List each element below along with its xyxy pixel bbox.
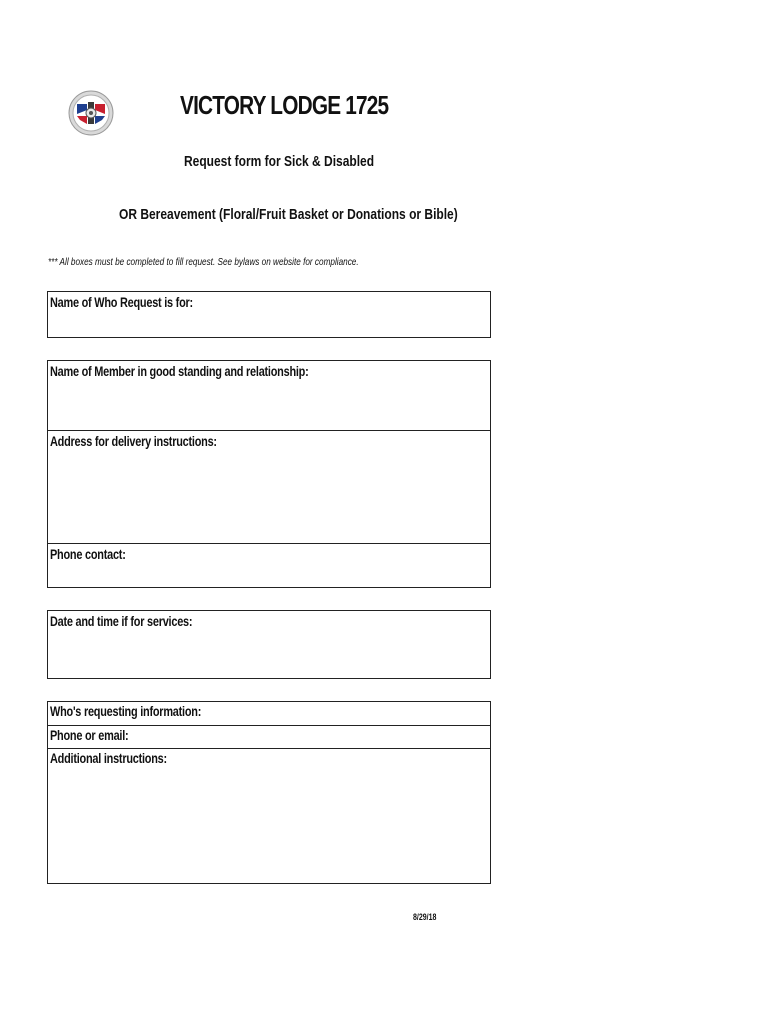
requester-label: Who's requesting information: [50,703,202,719]
service-datetime-field[interactable] [48,611,490,678]
union-emblem-icon [68,90,114,136]
requester-box [47,701,491,884]
delivery-address-label: Address for delivery instructions: [50,433,217,449]
phone-contact-field[interactable] [48,543,490,587]
compliance-note: *** All boxes must be completed to fill request. See bylaws on website for compliance. [48,256,359,268]
additional-instructions-field[interactable] [48,748,490,883]
delivery-address-field[interactable] [48,430,490,543]
form-subtitle-bereavement: OR Bereavement (Floral/Fruit Basket or Donations or Bible) [119,206,458,223]
member-details-box [47,360,491,588]
who-request-for-box [47,291,491,338]
who-request-for-label: Name of Who Request is for: [50,294,193,310]
form-subtitle: Request form for Sick & Disabled [184,153,375,170]
phone-contact-label: Phone contact: [50,546,126,562]
who-request-for-field[interactable] [48,292,490,337]
page-title: VICTORY LODGE 1725 [180,90,389,120]
requester-field[interactable] [48,702,490,725]
additional-instructions-label: Additional instructions: [50,750,167,766]
member-name-label: Name of Member in good standing and relationship: [50,363,309,379]
revision-date: 8/29/18 [413,912,437,922]
member-name-field[interactable] [48,361,490,430]
service-datetime-box [47,610,491,679]
service-datetime-label: Date and time if for services: [50,613,193,629]
phone-email-label: Phone or email: [50,727,129,743]
phone-email-field[interactable] [48,725,490,748]
